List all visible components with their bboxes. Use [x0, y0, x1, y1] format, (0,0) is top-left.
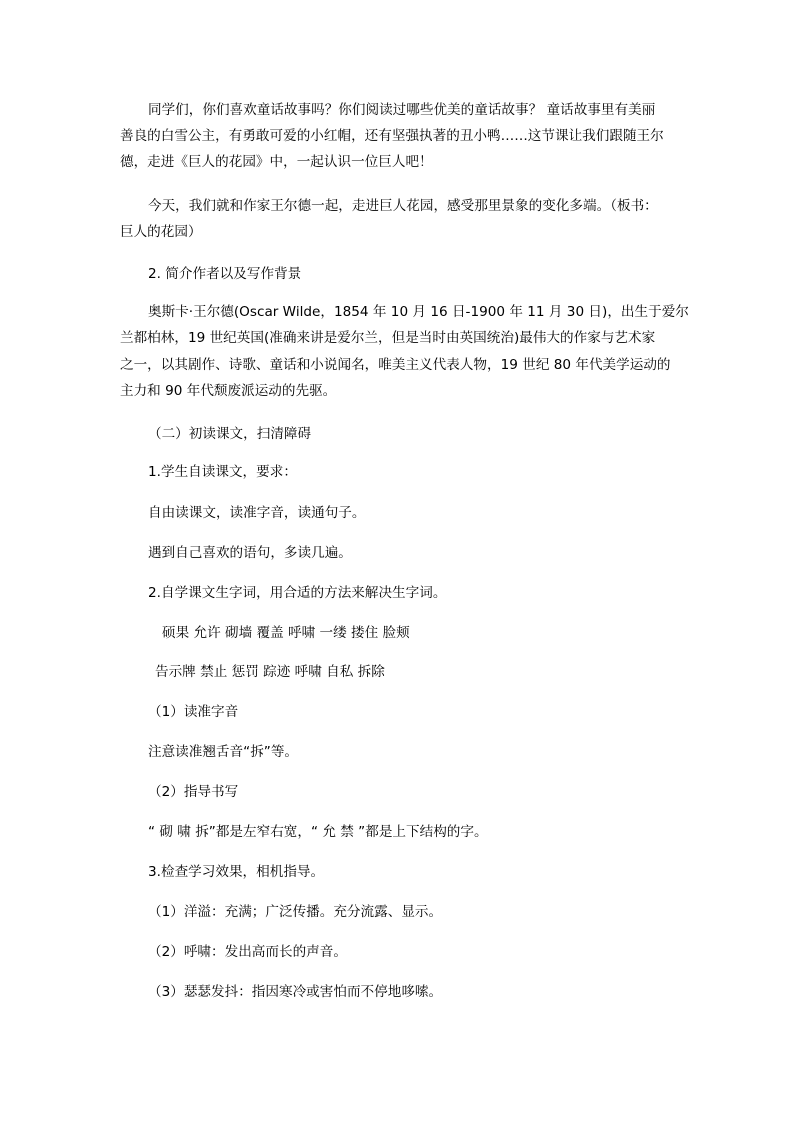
author-line-2: 兰都柏林，19 世纪英国(准确来讲是爱尔兰，但是当时由英国统治)最伟大的作家与艺术家	[120, 330, 656, 346]
today-line-1: 今天，我们就和作家王尔德一起，走进巨人花园，感受那里景象的变化多端。（板书：	[148, 198, 658, 214]
intro-line-1: 同学们，你们喜欢童话故事吗？你们阅读过哪些优美的童话故事？ 童话故事里有美丽	[148, 102, 656, 118]
section-2-title: 2. 简介作者以及写作背景	[148, 266, 302, 282]
author-line-1: 奥斯卡·王尔德(Oscar Wilde，1854 年 10 月 16 日-1900 年 11 月 30 日)，出生于爱尔	[148, 304, 689, 320]
requirement-1: 自由读课文，读准字音，读通句子。	[148, 505, 366, 521]
part-2-title: （二）初读课文，扫清障碍	[148, 426, 312, 442]
sub-2-title: （2）指导书写	[148, 784, 239, 800]
author-line-3: 之一，以其剧作、诗歌、童话和小说闻名，唯美主义代表人物，19 世纪 80 年代美学运动的	[120, 357, 671, 373]
intro-line-2: 善良的白雪公主，有勇敢可爱的小红帽，还有坚强执著的丑小鸭……这节课让我们跟随王尔	[120, 128, 664, 144]
sub-1-text: 注意读准翘舌音“拆”等。	[148, 744, 299, 760]
vocabulary-row-2: 告示牌 禁止 惩罚 踪迹 呼啸 自私 拆除	[155, 664, 385, 680]
definition-3: （3）瑟瑟发抖：指因寒冷或害怕而不停地哆嗦。	[148, 984, 443, 1000]
step-3-title: 3.检查学习效果，相机指导。	[148, 864, 325, 880]
sub-2-text: “ 砌 啸 拆”都是左窄右宽，“ 允 禁 ”都是上下结构的字。	[148, 824, 488, 840]
definition-1: （1）洋溢：充满；广泛传播。充分流露、显示。	[148, 904, 443, 920]
requirement-2: 遇到自己喜欢的语句，多读几遍。	[148, 545, 352, 561]
today-line-2: 巨人的花园）	[120, 224, 202, 240]
intro-line-3: 德，走进《巨人的花园》中，一起认识一位巨人吧！	[120, 154, 433, 170]
author-line-4: 主力和 90 年代颓废派运动的先驱。	[120, 383, 337, 399]
step-1-title: 1.学生自读课文，要求：	[148, 464, 297, 480]
definition-2: （2）呼啸：发出高而长的声音。	[148, 944, 347, 960]
step-2-title: 2.自学课文生字词，用合适的方法来解决生字词。	[148, 585, 447, 601]
vocabulary-row-1: 硕果 允许 砌墙 覆盖 呼啸 一缕 搂住 脸颊	[162, 625, 410, 641]
sub-1-title: （1）读准字音	[148, 704, 239, 720]
